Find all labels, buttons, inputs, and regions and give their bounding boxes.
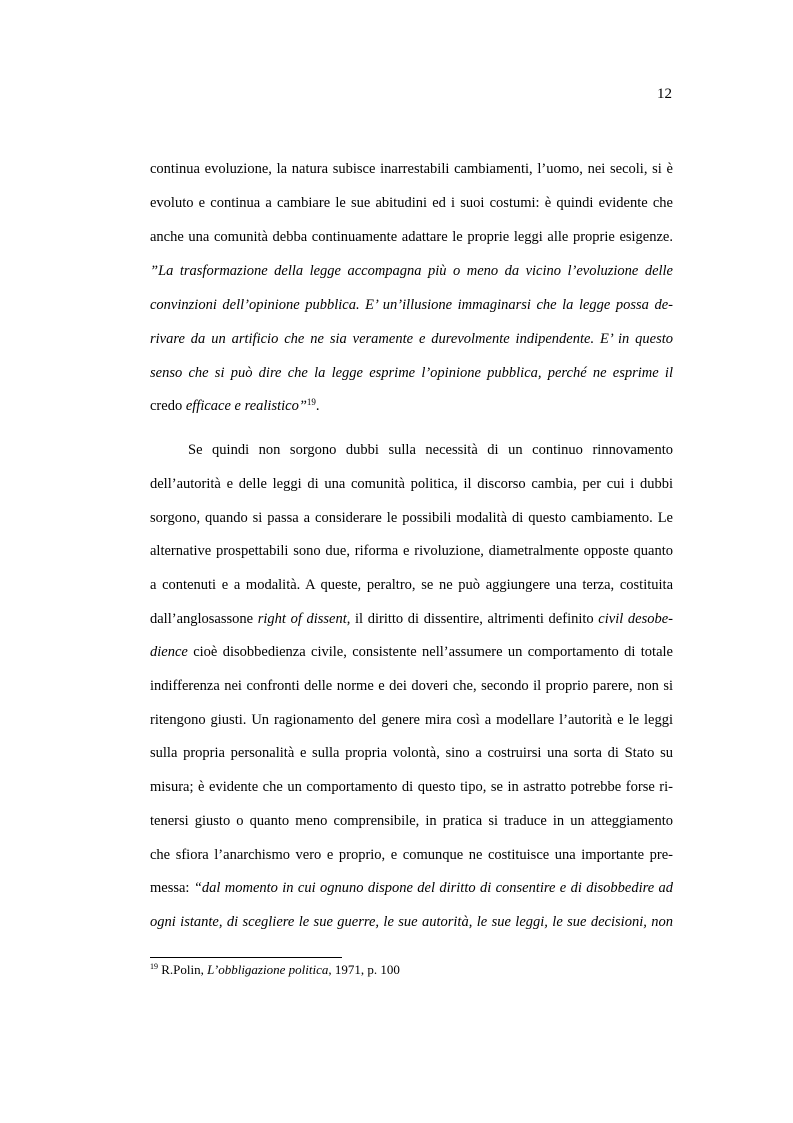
footnote	[150, 962, 400, 978]
text-line: tenersi giusto o quanto meno comprensibile, in pratica si traduce in un atteggiamento	[150, 813, 673, 829]
italic-span: dience	[150, 644, 188, 660]
text-line: misura; è evidente che un comportamento di questo tipo, se in astratto potrebbe forse ri-	[150, 779, 673, 795]
footnote-separator	[150, 957, 342, 958]
text-span: cioè disobbedienza civile, consistente nell’assumere un comportamento di totale	[187, 644, 673, 660]
text-span: .	[315, 398, 320, 414]
text-line: indifferenza nei confronti delle norme e dei doveri che, secondo il proprio parere, non si	[150, 678, 673, 694]
quote-span: efficace e realistico”	[185, 398, 307, 414]
italic-span: right of dissent	[257, 611, 347, 627]
quote-line: ”La trasformazione della legge accompagna più o meno da vicino l’evoluzione delle	[150, 263, 673, 279]
text-line: continua evoluzione, la natura subisce inarrestabili cambiamenti, l’uomo, nei secoli, si è	[150, 161, 673, 177]
footnote-title: L’obbligazione politica	[207, 962, 329, 977]
text-line	[150, 879, 673, 897]
text-line: a contenuti e a modalità. A queste, peraltro, se ne può aggiungere una terza, costituita	[150, 577, 673, 593]
text-line: che sfiora l’anarchismo vero e proprio, e comunque ne costituisce una importante pre-	[150, 847, 673, 863]
text-span: dall’anglosassone	[150, 611, 258, 627]
text-line: dell’autorità e delle leggi di una comunità politica, il discorso cambia, per cui i dubbi	[150, 476, 673, 492]
quote-line: ogni istante, di scegliere le sue guerre, le sue autorità, le sue leggi, le sue decisioni, non	[150, 914, 673, 930]
text-line: sorgono, quando si passa a considerare le possibili modalità di questo cambiamento. Le	[150, 510, 673, 526]
text-span: credo	[150, 398, 186, 414]
footnote-author: R.Polin,	[158, 962, 208, 977]
footnote-ref: 19	[306, 397, 316, 407]
quote-line: convinzioni dell’opinione pubblica. E’ un’illusione immaginarsi che la legge possa de-	[150, 297, 673, 313]
italic-span: civil desobe-	[598, 611, 673, 627]
text-line	[150, 643, 673, 661]
text-line	[150, 610, 673, 628]
paragraph-first-line: Se quindi non sorgono dubbi sulla necessità di un continuo rinnovamento	[188, 442, 673, 458]
text-span: messa:	[150, 880, 194, 896]
text-line: sulla propria personalità e sulla propria volontà, sino a costruirsi una sorta di Stato su	[150, 745, 673, 761]
footnote-number: 19	[150, 962, 158, 971]
text-line: evoluto e continua a cambiare le sue abitudini ed i suoi costumi: è quindi evidente che	[150, 195, 673, 211]
text-line: alternative prospettabili sono due, riforma e rivoluzione, diametralmente opposte quanto	[150, 543, 673, 559]
quote-line: senso che si può dire che la legge esprime l’opinione pubblica, perché ne esprime il	[150, 365, 673, 381]
text-line	[150, 397, 673, 415]
text-span: , il diritto di dissentire, altrimenti definito	[346, 611, 599, 627]
page-number: 12	[657, 86, 672, 102]
text-line: anche una comunità debba continuamente adattare le proprie leggi alle proprie esigenze.	[150, 229, 673, 245]
quote-line: rivare da un artificio che ne sia veramente e durevolmente indipendente. E’ in questo	[150, 331, 673, 347]
quote-span: “dal momento in cui ognuno dispone del diritto di consentire e di disobbedire ad	[193, 880, 674, 896]
footnote-details: , 1971, p. 100	[328, 962, 400, 977]
text-line: ritengono giusti. Un ragionamento del genere mira così a modellare l’autorità e le leggi	[150, 712, 673, 728]
